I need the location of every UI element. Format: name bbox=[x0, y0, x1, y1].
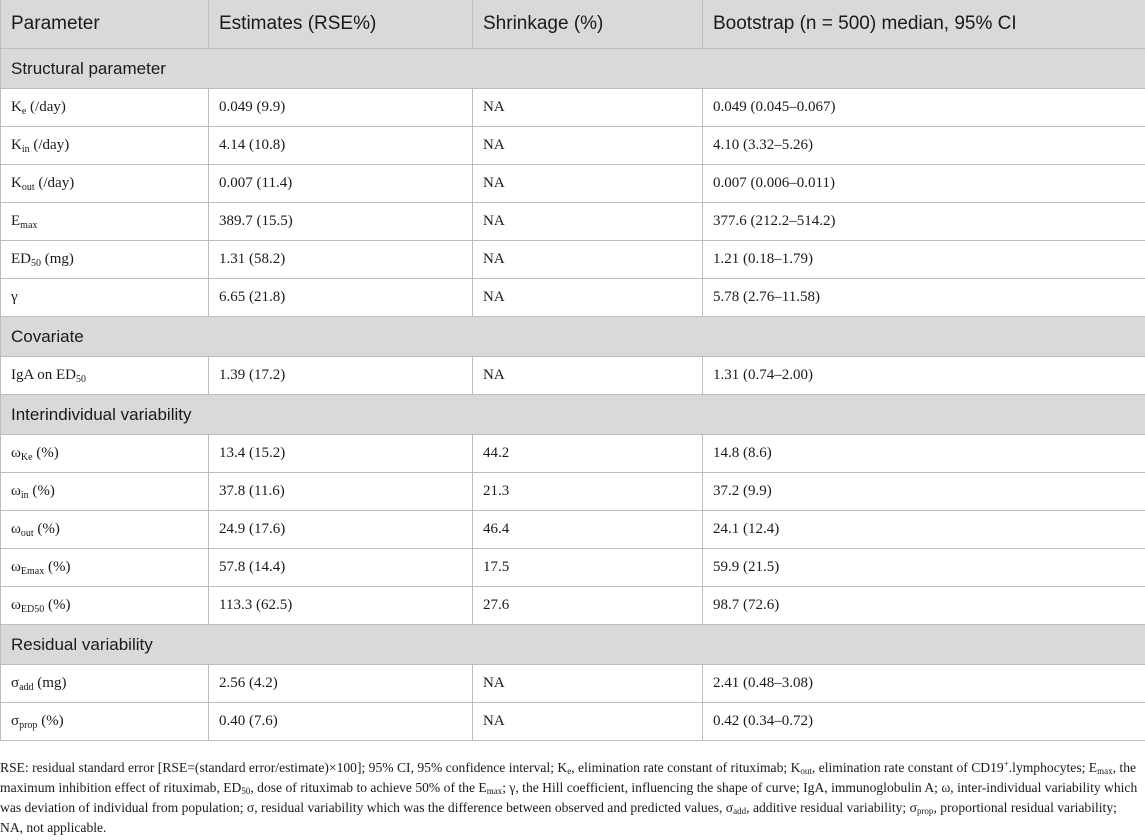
parameter-unit: (mg) bbox=[33, 675, 67, 691]
estimate-cell: 37.8 (11.6) bbox=[209, 473, 473, 511]
parameter-subscript: e bbox=[21, 106, 27, 117]
parameter-cell bbox=[1, 89, 209, 127]
estimate-cell: 389.7 (15.5) bbox=[209, 203, 473, 241]
footnote-sub: add bbox=[733, 806, 747, 816]
shrinkage-cell: 44.2 bbox=[473, 435, 703, 473]
shrinkage-cell: NA bbox=[473, 703, 703, 741]
footnote-sub: prop bbox=[916, 806, 934, 816]
estimate-cell: 0.007 (11.4) bbox=[209, 165, 473, 203]
footnote-text: , elimination rate constant of rituximab; K bbox=[571, 760, 801, 775]
parameter-cell bbox=[1, 587, 209, 625]
bootstrap-cell: 1.31 (0.74–2.00) bbox=[703, 357, 1145, 395]
parameter-subscript: Emax bbox=[20, 566, 45, 577]
section-row bbox=[1, 317, 1145, 357]
parameter-unit: (%) bbox=[33, 521, 60, 537]
footnote-sub: out bbox=[800, 766, 812, 776]
estimate-cell: 0.049 (9.9) bbox=[209, 89, 473, 127]
parameter-symbol: γ bbox=[11, 289, 18, 305]
estimate-cell: 1.39 (17.2) bbox=[209, 357, 473, 395]
parameter-unit: (%) bbox=[28, 483, 55, 499]
shrinkage-cell: 46.4 bbox=[473, 511, 703, 549]
estimate-cell: 4.14 (10.8) bbox=[209, 127, 473, 165]
header-estimates: Estimates (RSE%) bbox=[209, 0, 473, 49]
shrinkage-cell: NA bbox=[473, 665, 703, 703]
shrinkage-cell: NA bbox=[473, 241, 703, 279]
bootstrap-cell: 2.41 (0.48–3.08) bbox=[703, 665, 1145, 703]
section-title: Residual variability bbox=[1, 625, 1145, 665]
parameter-cell bbox=[1, 279, 209, 317]
bootstrap-cell: 5.78 (2.76–11.58) bbox=[703, 279, 1145, 317]
parameter-cell bbox=[1, 511, 209, 549]
parameter-symbol: K bbox=[11, 175, 22, 191]
bootstrap-cell: 0.007 (0.006–0.011) bbox=[703, 165, 1145, 203]
parameter-cell bbox=[1, 241, 209, 279]
parameter-subscript: in bbox=[21, 144, 30, 155]
parameter-cell bbox=[1, 703, 209, 741]
table-row bbox=[1, 473, 1145, 511]
parameter-cell bbox=[1, 127, 209, 165]
table-row bbox=[1, 241, 1145, 279]
bootstrap-cell: 37.2 (9.9) bbox=[703, 473, 1145, 511]
parameter-unit: (%) bbox=[44, 559, 71, 575]
estimate-cell: 24.9 (17.6) bbox=[209, 511, 473, 549]
table-row bbox=[1, 511, 1145, 549]
section-row bbox=[1, 625, 1145, 665]
table-row bbox=[1, 435, 1145, 473]
table-footnote bbox=[0, 758, 1140, 838]
estimate-cell: 57.8 (14.4) bbox=[209, 549, 473, 587]
estimate-cell: 1.31 (58.2) bbox=[209, 241, 473, 279]
footnote-sup: + bbox=[1003, 759, 1009, 769]
parameter-subscript: add bbox=[19, 682, 34, 693]
parameter-cell bbox=[1, 549, 209, 587]
estimate-cell: 13.4 (15.2) bbox=[209, 435, 473, 473]
table-row bbox=[1, 703, 1145, 741]
bootstrap-cell: 14.8 (8.6) bbox=[703, 435, 1145, 473]
bootstrap-cell: 0.049 (0.045–0.067) bbox=[703, 89, 1145, 127]
parameter-symbol: ω bbox=[11, 483, 21, 499]
footnote-sub: 50 bbox=[241, 786, 251, 796]
header-parameter: Parameter bbox=[1, 0, 209, 49]
parameter-symbol: ω bbox=[11, 597, 21, 613]
parameter-cell bbox=[1, 665, 209, 703]
parameter-cell bbox=[1, 357, 209, 395]
footnote-text: ; γ, the Hill coefficient, influencing the shape of curve; IgA, immunoglobulin A; ω, inter-individual variability which was deviation of individual from population; σ, residual variability which was the difference between observed and predicted values, σ bbox=[0, 780, 1138, 815]
section-row bbox=[1, 395, 1145, 435]
parameter-unit: (%) bbox=[37, 713, 64, 729]
footnote-text: , elimination rate constant of CD19 bbox=[811, 760, 1004, 775]
header-shrinkage: Shrinkage (%) bbox=[473, 0, 703, 49]
estimate-cell: 2.56 (4.2) bbox=[209, 665, 473, 703]
table-row bbox=[1, 357, 1145, 395]
parameter-subscript: 50 bbox=[31, 258, 41, 269]
bootstrap-cell: 0.42 (0.34–0.72) bbox=[703, 703, 1145, 741]
parameter-symbol: ω bbox=[11, 521, 21, 537]
bootstrap-cell: 98.7 (72.6) bbox=[703, 587, 1145, 625]
parameter-cell bbox=[1, 473, 209, 511]
table-body bbox=[1, 49, 1145, 741]
parameter-subscript: ED50 bbox=[20, 604, 45, 615]
table-row bbox=[1, 587, 1145, 625]
header-row bbox=[1, 0, 1145, 49]
parameter-cell bbox=[1, 165, 209, 203]
footnote-text: , dose of rituximab to achieve 50% of the E bbox=[250, 780, 487, 795]
shrinkage-cell: 27.6 bbox=[473, 587, 703, 625]
parameter-symbol: ω bbox=[11, 445, 21, 461]
shrinkage-cell: 21.3 bbox=[473, 473, 703, 511]
footnote-sub: max bbox=[1097, 766, 1113, 776]
parameter-symbol: K bbox=[11, 99, 22, 115]
parameter-unit: (/day) bbox=[29, 137, 70, 153]
table-row bbox=[1, 665, 1145, 703]
parameter-unit: (%) bbox=[32, 445, 59, 461]
section-row bbox=[1, 49, 1145, 89]
bootstrap-cell: 1.21 (0.18–1.79) bbox=[703, 241, 1145, 279]
bootstrap-cell: 59.9 (21.5) bbox=[703, 549, 1145, 587]
shrinkage-cell: 17.5 bbox=[473, 549, 703, 587]
parameter-subscript: out bbox=[21, 182, 35, 193]
footnote-text: , the maximum inhibition effect of rituximab, ED bbox=[0, 760, 1137, 795]
parameter-symbol: K bbox=[11, 137, 22, 153]
section-title: Covariate bbox=[1, 317, 1145, 357]
estimate-cell: 0.40 (7.6) bbox=[209, 703, 473, 741]
shrinkage-cell: NA bbox=[473, 203, 703, 241]
parameter-cell bbox=[1, 203, 209, 241]
estimate-cell: 113.3 (62.5) bbox=[209, 587, 473, 625]
parameter-unit: (mg) bbox=[41, 251, 74, 267]
section-title: Interindividual variability bbox=[1, 395, 1145, 435]
parameter-symbol: ω bbox=[11, 559, 21, 575]
parameter-unit: (/day) bbox=[34, 175, 75, 191]
parameter-subscript: in bbox=[20, 490, 29, 501]
parameter-symbol: σ bbox=[11, 675, 20, 691]
table-row bbox=[1, 279, 1145, 317]
footnote-sub: max bbox=[486, 786, 503, 796]
table-row bbox=[1, 549, 1145, 587]
estimate-cell: 6.65 (21.8) bbox=[209, 279, 473, 317]
parameter-cell bbox=[1, 435, 209, 473]
parameter-subscript: Ke bbox=[20, 452, 33, 463]
table-row bbox=[1, 89, 1145, 127]
table-row bbox=[1, 127, 1145, 165]
parameter-subscript: max bbox=[20, 220, 38, 231]
shrinkage-cell: NA bbox=[473, 127, 703, 165]
footnote-text: RSE: residual standard error [RSE=(standard error/estimate)×100]; 95% CI, 95% confidence interval; K bbox=[0, 760, 568, 775]
parameter-symbol: ED bbox=[11, 251, 31, 267]
parameter-subscript: prop bbox=[19, 720, 38, 731]
header-bootstrap: Bootstrap (n = 500) median, 95% CI bbox=[703, 0, 1145, 49]
table-row bbox=[1, 203, 1145, 241]
parameter-symbol: IgA on ED bbox=[11, 367, 76, 383]
bootstrap-cell: 377.6 (212.2–514.2) bbox=[703, 203, 1145, 241]
footnote-text: , additive residual variability; σ bbox=[746, 800, 917, 815]
shrinkage-cell: NA bbox=[473, 279, 703, 317]
parameter-subscript: 50 bbox=[76, 374, 86, 385]
parameter-subscript: out bbox=[20, 528, 34, 539]
parameter-symbol: E bbox=[11, 213, 21, 229]
footnote-text: , proportional residual variability; NA, not applicable. bbox=[0, 800, 1117, 835]
parameter-unit: (/day) bbox=[26, 99, 66, 115]
table-row bbox=[1, 165, 1145, 203]
parameter-unit: (%) bbox=[44, 597, 71, 613]
shrinkage-cell: NA bbox=[473, 165, 703, 203]
bootstrap-cell: 4.10 (3.32–5.26) bbox=[703, 127, 1145, 165]
shrinkage-cell: NA bbox=[473, 357, 703, 395]
footnote-sub: e bbox=[567, 766, 572, 776]
bootstrap-cell: 24.1 (12.4) bbox=[703, 511, 1145, 549]
section-title: Structural parameter bbox=[1, 49, 1145, 89]
footnote-text: .lymphocytes; E bbox=[1008, 760, 1098, 775]
parameter-symbol: σ bbox=[11, 713, 20, 729]
shrinkage-cell: NA bbox=[473, 89, 703, 127]
